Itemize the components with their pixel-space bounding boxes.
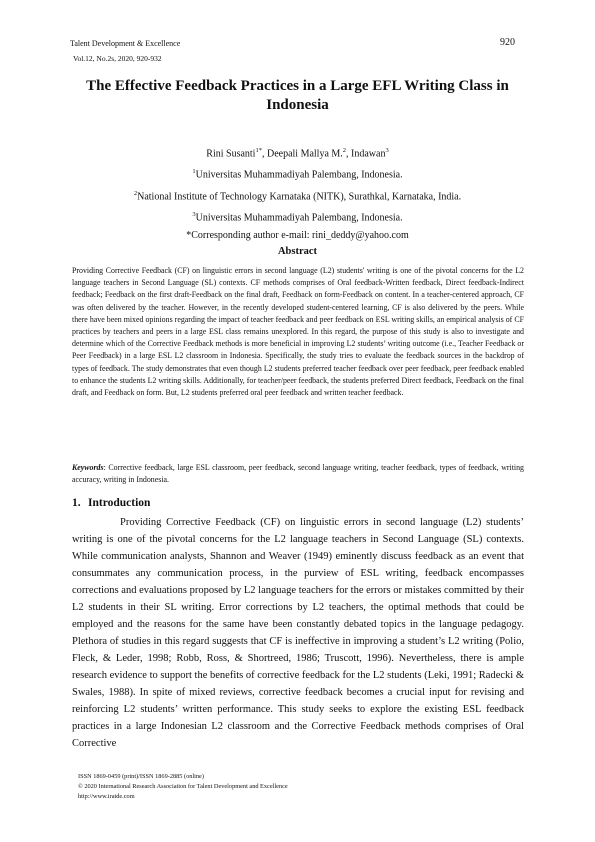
introduction-body: Providing Corrective Feedback (CF) on linguistic errors in second language (L2) students’ writing is one of the pivotal concerns for the L2 language teachers in Second Language (SL) contexts. While communication analysts, Shannon and Weaver (1949) eminently discuss feedback as an event that consummates any communication process, in the purview of ESL writing, feedback encompasses corrections and evaluations proposed by L2 language teachers for the errors or mistakes committed by their L2 students in their SL writing. Error corrections by L2 teachers, the optimal methods that could be employed and the reasons for the same have been constantly debated topics in the language pedagogy. Plethora of studies in this regard suggests that CF is ineffective in improving a student’s L2 writing (Polio, Fleck, & Leder, 1998; Robb, Ross, & Shortreed, 1986; Truscott, 1996). Nevertheless, there is ample research evidence to support the benefits of corrective feedback for the L2 students (Leki, 1991; Radecki & Swales, 1988). In spite of mixed reviews, corrective feedback becomes a crucial input for revising and reinforcing L2 students’ written performance. This study seeks to explore the existing ESL feedback practices in a large Indonesian L2 classroom and the Corrective Feedback methods comprises of Oral Corrective: [72, 517, 524, 749]
author-separator: ,: [261, 148, 267, 160]
section-title: Introduction: [88, 497, 151, 509]
paper-title: The Effective Feedback Practices in a Large EFL Writing Class in Indonesia: [86, 78, 509, 113]
corresponding-author: *Corresponding author e-mail: rini_deddy@yahoo.com: [186, 230, 409, 242]
keywords-paragraph: [72, 462, 524, 486]
abstract-body: Providing Corrective Feedback (CF) on linguistic errors in second language (L2) students' writing is one of the pivotal concerns for the L2 language teachers in Second Language (SL) contexts. CF methods comprises of Oral feedback-Written feedback, Direct feedback-Indirect feedback; Feedback on the first draft-Feedback on the final draft, Feedback on form-Feedback on content. In a teacher-centered approach, CF was often delivered by the teacher. However, in the recently developed student-centered learning, CF is also delivered by the peers. While there have been mixed opinions regarding the impact of teacher feedback and peer feedback on ESL writing skills, an empirical analysis of CF practices by teachers and peers in a large ESL class remains unexplored. In this regard, the purpose of this study is also to investigate and determine which of the Corrective Feedback methods is more beneficial in improving L2 students’ writing outcome (i.e., Teacher Feedback or Peer Feedback) in a large ESL L2 classroom in Indonesia. Specifically, the study tries to evaluate the feedback sources in the backdrop of types of feedback. The study demonstrates that even though L2 students preferred teacher feedback over peer feedback, peer feedback enabled to enhance the students L2 writing skills. Additionally, for teacher/peer feedback, the students preferred Direct feedback, Feedback on the final draft, and Feedback on form. But, L2 students preferred oral peer feedback and written teacher feedback.: [72, 266, 524, 398]
affiliation-line: [60, 185, 535, 206]
keywords-list: : Corrective feedback, large ESL classroom, peer feedback, second language writing, teacher feedback, types of feedback, writing accuracy, writing in Indonesia.: [72, 463, 524, 485]
author-affiliation-mark: 1*: [255, 147, 262, 154]
affiliation-text: National Institute of Technology Karnataka (NITK), Surathkal, Karnataka, India.: [137, 190, 462, 202]
affiliation-text: Universitas Muhammadiyah Palembang, Indonesia.: [195, 212, 403, 224]
section-number: 1.: [72, 497, 81, 509]
page-number: 920: [500, 37, 515, 48]
author-name: Rini Susanti: [206, 148, 256, 160]
affiliation-mark: 3: [192, 210, 196, 218]
author-block: [60, 142, 535, 245]
abstract-heading: Abstract: [277, 246, 318, 257]
affiliation-text: Universitas Muhammadiyah Palembang, Indonesia.: [195, 169, 403, 181]
page-footer: [78, 772, 288, 802]
journal-url: http://www.iratde.com: [78, 793, 135, 800]
section-heading-introduction: [72, 497, 150, 509]
affiliation-line: [60, 206, 535, 227]
author-affiliation-mark: 3: [385, 147, 389, 154]
copyright-line: © 2020 International Research Association for Talent Development and Excellence: [78, 783, 288, 790]
running-head-journal: Talent Development & Excellence: [70, 39, 181, 48]
author-affiliation-mark: 2: [342, 147, 347, 154]
affiliation-mark: 2: [133, 189, 138, 197]
issn-line: ISSN 1869-0459 (print)/ISSN 1869-2885 (online): [78, 773, 204, 780]
author-name: Indawan: [351, 148, 386, 160]
author-separator: ,: [346, 148, 352, 160]
author-names: [60, 142, 535, 163]
affiliation-mark: 1: [192, 168, 196, 176]
affiliation-line: [60, 163, 535, 184]
volume-info: Vol.12, No.2s, 2020, 920-932: [73, 54, 162, 63]
author-name: Deepali Mallya M.: [266, 148, 343, 160]
keywords-label: Keywords: [72, 463, 104, 472]
